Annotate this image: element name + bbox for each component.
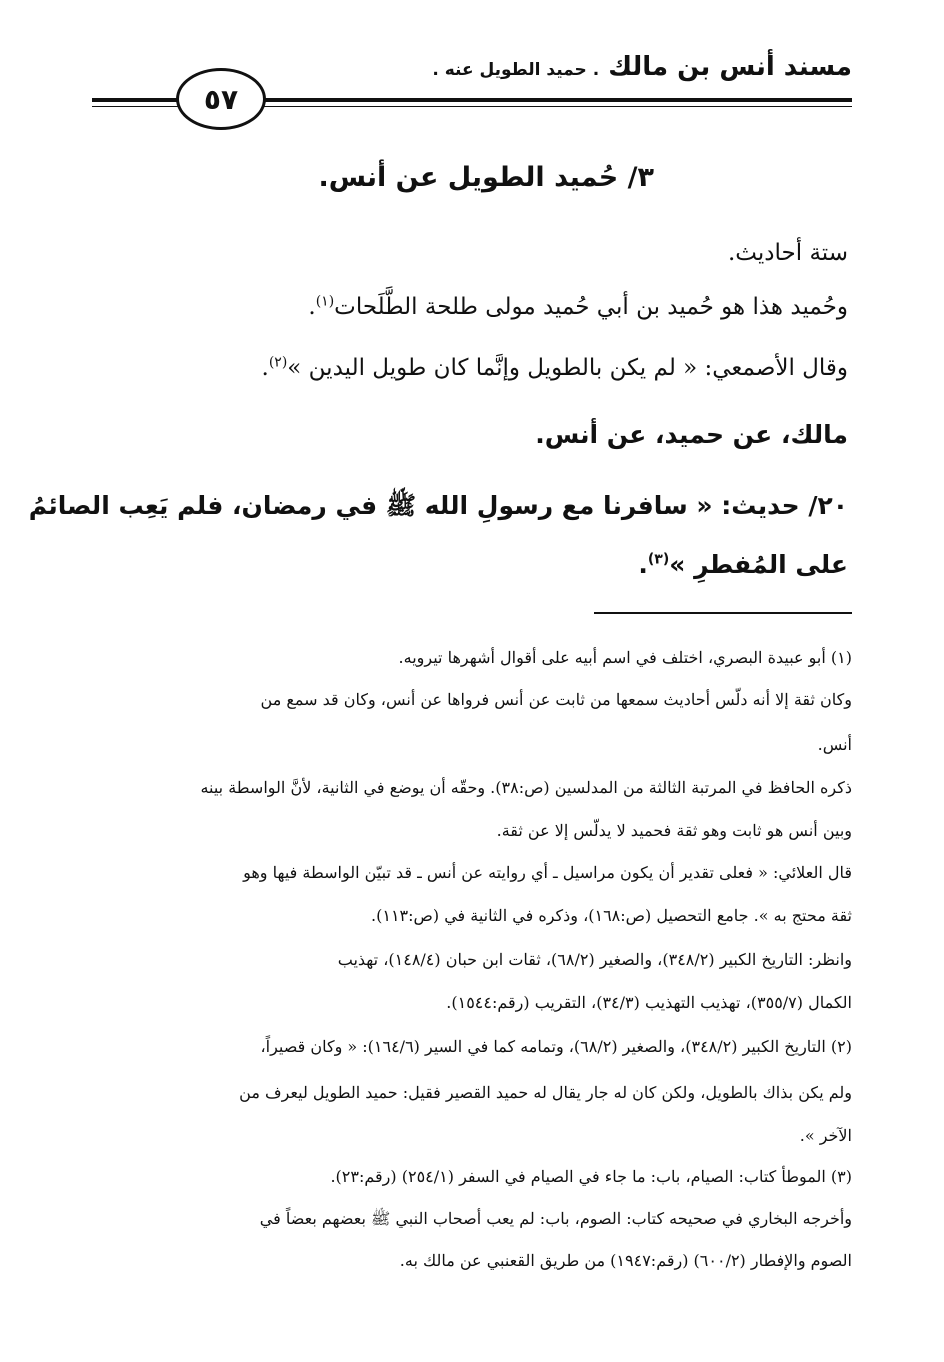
- footnote-line: الصوم والإفطار (٦٠٠/٢) (رقم:١٩٤٧) من طريق القعنبي عن مالك به.: [399, 1251, 852, 1270]
- header-subtitle: . حميد الطويل عنه .: [432, 60, 600, 80]
- footnote-line: الآخر ».: [799, 1126, 852, 1145]
- footnote-line: أنس.: [817, 735, 852, 754]
- running-header: [352, 52, 852, 82]
- hadith-text-1: « سافرنا مع رسولِ الله ﷺ في رمضان، فلم يَعِب الصائمُ: [28, 491, 713, 520]
- footnote-line: الكمال (٣٥٥/٧)، تهذيب التهذيب (٣٤/٣)، التقريب (رقم:١٥٤٤).: [446, 993, 852, 1012]
- footnote-ref-1: (١): [315, 293, 335, 310]
- paragraph-count: ستة أحاديث.: [727, 240, 848, 266]
- paragraph-asmai-text: وقال الأصمعي: « لم يكن بالطويل وإنَّما كان طويل اليدين »: [287, 355, 848, 381]
- footnote-line: قال العلائي: « فعلى تقدير أن يكون مراسيل ـ أي روايته عن أنس ـ قد تبيّن الواسطة فيها وهو: [243, 863, 852, 882]
- hadith-line-2: [638, 550, 848, 579]
- header-title: مسند أنس بن مالك: [608, 52, 852, 82]
- footnote-line: (٣) الموطأ كتاب: الصيام، باب: ما جاء في الصيام في السفر (٢٥٤/١) (رقم:٢٣).: [330, 1167, 852, 1186]
- paragraph-asmai: [262, 355, 849, 383]
- footnote-line: وانظر: التاريخ الكبير (٣٤٨/٢)، والصغير (٦٨/٢)، ثقات ابن حبان (١٤٨/٤)، تهذيب: [337, 950, 852, 969]
- hadith-number: ٢٠/: [808, 491, 848, 520]
- isnad-chain: مالك، عن حميد، عن أنس.: [535, 420, 848, 449]
- footnote-line: وأخرجه البخاري في صحيحه كتاب: الصوم، باب: لم يعب أصحاب النبي ﷺ بعضهم بعضاً في: [259, 1209, 852, 1228]
- section-heading: ٣/ حُميد الطويل عن أنس.: [318, 162, 654, 193]
- hadith-label: حديث:: [721, 491, 800, 520]
- paragraph-identity-end: .: [308, 294, 316, 320]
- footnote-separator: [594, 612, 852, 614]
- footnote-line: وكان ثقة إلا أنه دلّس أحاديث سمعها من ثابت عن أنس فرواها عن أنس، وكان قد سمع من: [260, 690, 852, 709]
- footnote-line: ثقة محتج به ». جامع التحصيل (ص:١٦٨)، وذكره في الثانية في (ص:١١٣).: [371, 906, 852, 925]
- hadith-end: .: [638, 550, 648, 579]
- paragraph-identity-text: وحُميد هذا هو حُميد بن أبي حُميد مولى طلحة الطَّلَحات: [334, 294, 848, 320]
- footnote-line: (١) أبو عبيدة البصري، اختلف في اسم أبيه على أقوال أشهرها تيرويه.: [398, 648, 852, 667]
- footnote-line: (٢) التاريخ الكبير (٣٤٨/٢)، والصغير (٦٨/٢)، وتمامه كما في السير (١٦٤/٦): « وكان قصيراً،: [260, 1037, 852, 1056]
- paragraph-asmai-end: .: [261, 355, 269, 381]
- footnote-line: ذكره الحافظ في المرتبة الثالثة من المدلسين (ص:٣٨). وحقّه أن يوضع في الثانية، لأنَّ الواسطة بينه: [200, 778, 852, 797]
- page-number: ٥٧: [203, 82, 239, 116]
- footnote-ref-3: (٣): [647, 551, 670, 568]
- hadith-line-1: [29, 490, 848, 527]
- hadith-text-2: على المُفطرِ »: [669, 550, 848, 579]
- paragraph-identity: [308, 294, 848, 322]
- footnote-line: ولم يكن بذاك بالطويل، ولكن كان له جار يقال له حميد القصير فقيل: حميد الطويل ليعرف من: [239, 1083, 852, 1102]
- page-number-badge: [176, 68, 266, 130]
- footnote-ref-2: (٢): [268, 354, 288, 371]
- footnote-line: وبين أنس هو ثابت وهو ثقة فحميد لا يدلّس إلا عن ثقة.: [496, 821, 852, 840]
